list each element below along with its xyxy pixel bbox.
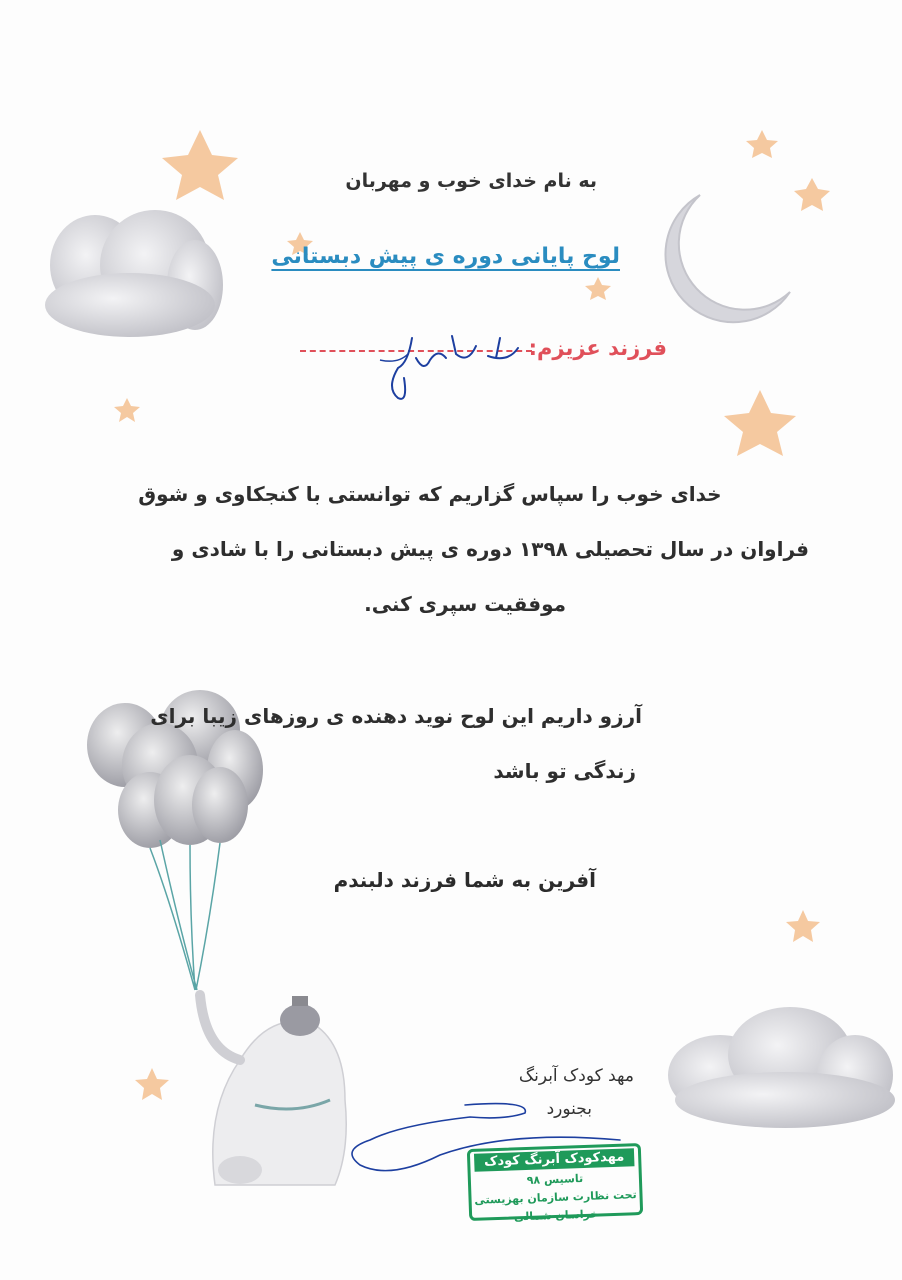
star-icon [746,130,778,158]
handwritten-name [368,318,543,408]
star-icon [162,130,238,200]
organization-stamp [467,1143,643,1224]
footer-org: مهد کودک آبرنگ [518,1066,634,1086]
body-line-3: موفقیت سپری کنی. [364,592,566,616]
footer-city: بجنورد [546,1099,592,1119]
cloud-icon [668,1007,895,1128]
stamp-supervision: تحت نظارت سازمان بهزیستی خراسان شمالی [474,1188,637,1224]
moon-icon [665,195,790,322]
body-line-4: آرزو داریم این لوح نوید دهنده ی روزهای زیبا برای [150,704,642,728]
cloud-icon [45,210,223,337]
certificate-title: لوح پایانی دوره ی پیش دبستانی [271,244,620,269]
star-icon [585,277,611,300]
balloons-illustration [87,690,263,990]
star-icon [724,390,796,456]
body-line-5: زندگی تو باشد [493,759,636,783]
star-icon [135,1068,169,1100]
star-icon [114,398,140,422]
heading: به نام خدای خوب و مهربان [345,170,597,192]
stamp-name: مهدکودک آبرنگ کودک [474,1148,635,1172]
stamp-established: تاسیس ۹۸ [526,1172,584,1187]
body-line-1: خدای خوب را سپاس گزاریم که توانستی با کنجکاوی و شوق [138,482,722,506]
star-icon [794,178,830,211]
dear-label: فرزند عزیزم: [528,336,667,360]
body-line-2: فراوان در سال تحصیلی ۱۳۹۸ دوره ی پیش دبستانی را با شادی و [171,537,809,561]
star-icon [786,910,820,942]
congrats-text: آفرین به شما فرزند دلبندم [333,868,596,892]
